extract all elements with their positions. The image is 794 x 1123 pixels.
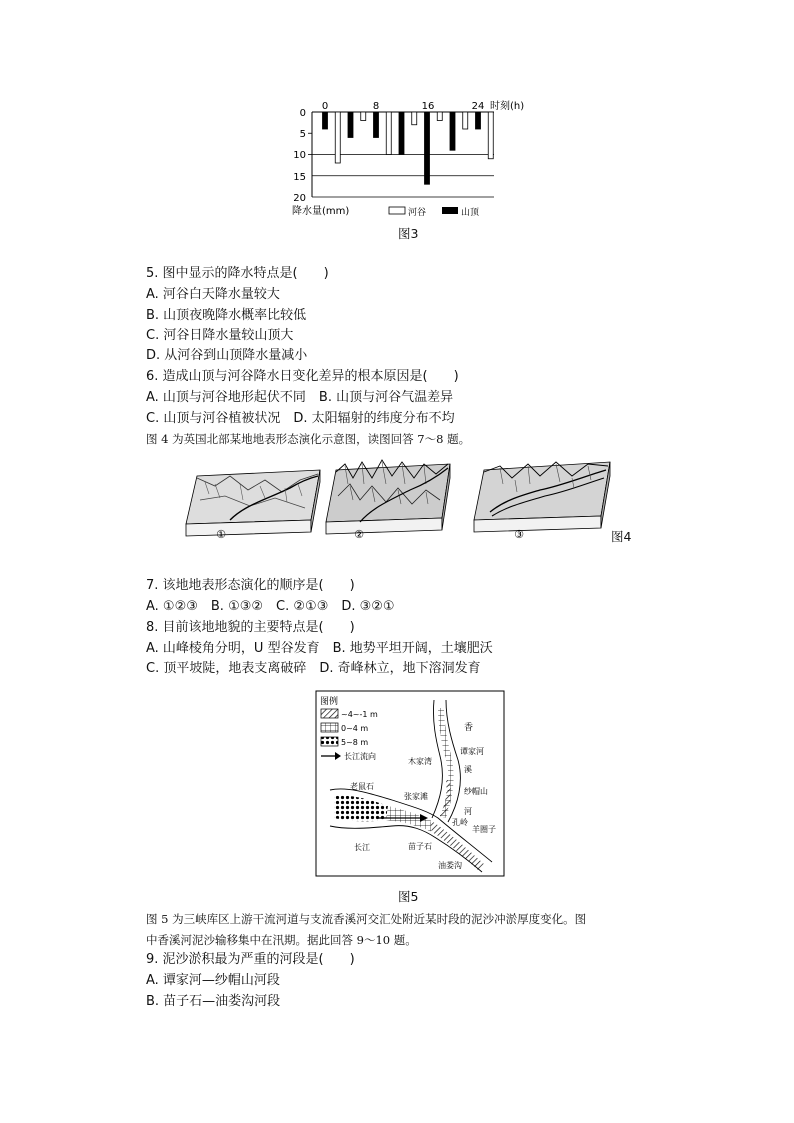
legend-swatch-peak [442, 207, 458, 214]
valley-bar-0 [335, 112, 340, 163]
peak-bar-5 [450, 112, 455, 150]
question-5: 5. 图中显示的降水特点是( ) [146, 266, 329, 281]
question-6-options-ab: A. 山顶与河谷地形起伏不同 B. 山顶与河谷气温差异 [146, 390, 454, 405]
x-tick-label: 0 [321, 101, 329, 112]
question-5-option-d: D. 从河谷到山顶降水量减小 [146, 348, 308, 363]
question-7: 7. 该地地表形态演化的顺序是( ) [146, 578, 355, 593]
figure4-label-3: ③ [514, 528, 524, 541]
valley-bar-3 [412, 112, 417, 125]
y-tick-label: 0 [299, 108, 306, 119]
terrain-block-1 [186, 470, 320, 536]
question-8-options-ab: A. 山峰棱角分明，U 型谷发育 B. 地势平坦开阔，土壤肥沃 [146, 641, 493, 656]
terrain-block-3 [474, 462, 610, 532]
figure4-intro: 图 4 为英国北部某地地表形态演化示意图，读图回答 7～8 题。 [146, 432, 471, 446]
legend-label-flow: 长江流向 [344, 752, 376, 761]
x-axis-label: 时刻(h) [490, 101, 525, 112]
place-label: 张家滩 [404, 792, 428, 801]
y-tick-label: 20 [293, 193, 306, 204]
place-label: 孔岭 [452, 818, 468, 827]
question-6-options-cd: C. 山顶与河谷植被状况 D. 太阳辐射的纬度分布不均 [146, 411, 455, 426]
legend-swatch-low [321, 723, 338, 732]
place-label: 纱帽山 [464, 787, 488, 796]
question-9-option-b: B. 苗子石—油娄沟河段 [146, 994, 281, 1009]
valley-bar-4 [437, 112, 442, 121]
terrain-block-2 [326, 460, 450, 534]
valley-bar-6 [488, 112, 493, 159]
y-tick-label: 15 [293, 172, 306, 183]
y-tick-label: 5 [299, 129, 306, 140]
y-tick-label: 10 [293, 150, 306, 161]
question-5-option-c: C. 河谷日降水量较山顶大 [146, 328, 294, 343]
figure3-chart [280, 92, 540, 224]
legend-label-valley: 河谷 [408, 208, 427, 218]
question-7-options: A. ①②③ B. ①③② C. ②①③ D. ③②① [146, 599, 395, 614]
figure5-map [314, 690, 506, 878]
legend-swatch-erosion [321, 709, 338, 718]
valley-bar-2 [386, 112, 391, 155]
question-9-option-a: A. 谭家河—纱帽山河段 [146, 973, 280, 988]
figure3-bars [323, 112, 494, 184]
question-6: 6. 造成山顶与河谷降水日变化差异的根本原因是( ) [146, 369, 459, 384]
place-label: 香 [464, 723, 474, 733]
figure4-illustration [180, 456, 620, 546]
peak-bar-0 [323, 112, 328, 129]
peak-bar-2 [374, 112, 379, 138]
legend-label-high: 5~8 m [341, 738, 369, 747]
map-legend-title: 图例 [320, 697, 339, 707]
figure4-label-2: ② [354, 528, 364, 541]
valley-bar-5 [463, 112, 468, 129]
y-axis-label: 降水量(mm) [292, 206, 350, 217]
place-label: 河 [464, 807, 472, 816]
question-9: 9. 泥沙淤积最为严重的河段是( ) [146, 952, 355, 967]
question-8-options-cd: C. 顶平坡陡，地表支离破碎 D. 奇峰林立，地下溶洞发育 [146, 661, 481, 676]
peak-bar-4 [425, 112, 430, 184]
place-label: 长江 [354, 843, 370, 852]
place-label: 油娄沟 [438, 861, 462, 870]
legend-swatch-valley [389, 207, 405, 214]
legend-swatch-high [321, 737, 338, 746]
x-tick-label: 8 [372, 101, 380, 112]
figure5-caption: 图5 [398, 889, 419, 904]
place-label: 谭家河 [460, 747, 484, 756]
question-8: 8. 目前该地地貌的主要特点是( ) [146, 620, 355, 635]
place-label: 溪 [464, 765, 472, 774]
peak-bar-3 [399, 112, 404, 155]
question-5-option-b: B. 山顶夜晚降水概率比较低 [146, 308, 307, 323]
legend-label-low: 0~4 m [341, 724, 369, 733]
place-label: 老鼠石 [350, 782, 374, 791]
place-label: 苗子石 [408, 842, 432, 851]
figure3-caption: 图3 [398, 226, 419, 241]
x-tick-label: 16 [421, 101, 435, 112]
figure5-intro-line1: 图 5 为三峡库区上游干流河道与支流香溪河交汇处附近某时段的泥沙冲淤厚度变化。图 [146, 912, 587, 926]
legend-label-erosion: ~4~-1 m [341, 710, 378, 719]
peak-bar-6 [476, 112, 481, 129]
figure5-intro-line2: 中香溪河泥沙输移集中在汛期。据此回答 9～10 题。 [146, 933, 417, 947]
x-tick-label: 24 [471, 101, 485, 112]
figure4-caption: 图4 [611, 529, 632, 544]
figure4-label-1: ① [216, 528, 226, 541]
peak-bar-1 [348, 112, 353, 138]
place-label: 羊圈子 [472, 825, 496, 834]
valley-bar-1 [361, 112, 366, 121]
place-label: 木家湾 [408, 757, 432, 766]
question-5-option-a: A. 河谷白天降水量较大 [146, 287, 280, 302]
legend-label-peak: 山顶 [461, 208, 480, 218]
